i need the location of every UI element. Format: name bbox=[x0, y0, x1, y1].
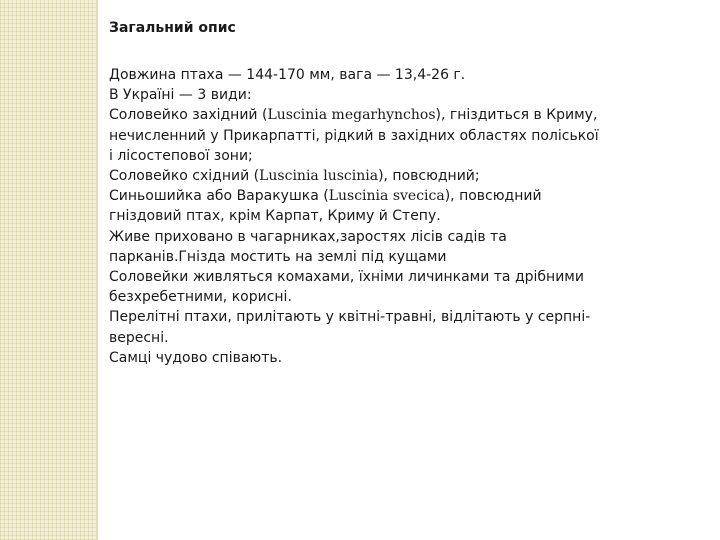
text-fragment: ), повсюдний bbox=[444, 188, 542, 205]
latin-species-name: Luscinia luscinia bbox=[259, 168, 379, 185]
text-fragment: В Україні — 3 види: bbox=[109, 87, 252, 104]
text-fragment: ), повсюдний; bbox=[378, 168, 480, 185]
text-fragment: парканів.Гнізда мостить на землі під кущами bbox=[109, 248, 447, 265]
slide-content bbox=[109, 18, 669, 368]
text-fragment: гніздовий птах, крім Карпат, Криму й Степу. bbox=[109, 208, 441, 225]
text-line bbox=[109, 85, 669, 105]
latin-species-name: Luscinia svecica bbox=[328, 188, 445, 205]
text-fragment: ), гніздиться в Криму, bbox=[435, 107, 598, 124]
slide-title: Загальний опис bbox=[109, 20, 236, 36]
text-fragment: і лісостепової зони; bbox=[109, 147, 253, 164]
text-fragment: Живе приховано в чагарниках,заростях лісів садів та bbox=[109, 228, 507, 245]
text-fragment: Соловейко західний ( bbox=[109, 107, 268, 124]
text-line bbox=[109, 287, 669, 307]
text-fragment: Довжина птаха — 144-170 мм, вага — 13,4-26 г. bbox=[109, 67, 466, 83]
text-line bbox=[109, 247, 669, 267]
decorative-side-pattern bbox=[0, 0, 97, 540]
text-line bbox=[109, 206, 669, 226]
text-line bbox=[109, 328, 669, 348]
text-fragment: Соловейки живляться комахами, їхніми личинками та дрібними bbox=[109, 269, 584, 286]
side-pattern-divider bbox=[97, 0, 98, 540]
text-fragment: безхребетними, корисні. bbox=[109, 289, 292, 306]
text-line bbox=[109, 146, 669, 166]
text-fragment: Синьошийка або Варакушка ( bbox=[109, 188, 329, 205]
latin-species-name: Luscinia megarhynchos bbox=[267, 107, 436, 124]
text-line bbox=[109, 267, 669, 287]
text-line bbox=[109, 105, 669, 125]
text-line bbox=[109, 227, 669, 247]
text-line bbox=[109, 348, 669, 368]
text-fragment: Самці чудово співають. bbox=[109, 349, 283, 366]
text-fragment: Соловейко східний ( bbox=[109, 168, 260, 185]
text-line bbox=[109, 166, 669, 186]
text-line bbox=[109, 307, 669, 327]
text-fragment: нечисленний у Прикарпатті, рідкий в західних областях поліської bbox=[109, 127, 599, 144]
text-line bbox=[109, 126, 669, 146]
text-fragment: вересні. bbox=[109, 329, 169, 346]
text-line bbox=[109, 65, 669, 85]
text-fragment: Перелітні птахи, прилітають у квітні-травні, відлітають у серпні- bbox=[109, 309, 591, 326]
text-line bbox=[109, 186, 669, 206]
